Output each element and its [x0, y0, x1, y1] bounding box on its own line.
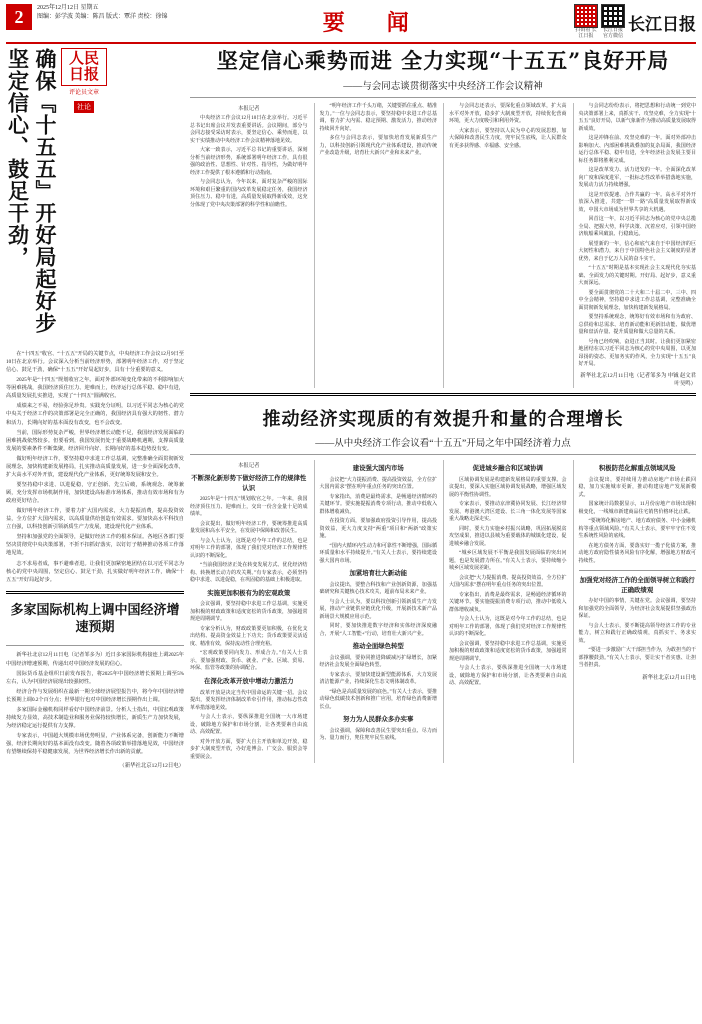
section-heading: 在深化改革开放中增动力激活力: [204, 677, 294, 685]
section-para: 同时，要大力实施乡村振兴战略，巩固拓展脱贫攻坚成果，推进以县城为重要载体的城镇化建设，促进城乡融合发展。: [449, 526, 567, 547]
editorial-badge: 社论: [74, 101, 94, 113]
feature-two-col-3: [443, 460, 567, 763]
divider: [190, 393, 696, 396]
news-para: 多家国际金融机构同样看好中国经济前景。分析人士指出，中国宏观政策持续发力显效，高技术制造业和服务业保持较快增长，新质生产力加快发展，为经济稳定运行提供有力支撑。: [6, 706, 184, 729]
editorial-para: 在“十四五”收官、“十五五”开局的关键节点，中央经济工作会议12月9日至10日在北京举行。会议深入分析当前经济形势，部署明年经济工作，对于坚定信心、鼓足干劲，确保“十五五”开好局起好步，具有十分重要的意义。: [6, 351, 184, 374]
section-heading: 促进城乡融合和区域协调: [472, 464, 543, 472]
section-para: 会议强调，要协同推进降碳减污扩绿增长，加紧经济社会发展全面绿色转型。: [319, 655, 437, 669]
feature-para: 回首这一年，以习近平同志为核心的党中央总揽全局、把握大势，科学决策、沉着应对，引领中国经济航船乘风破浪、行稳致远。: [578, 217, 696, 238]
main-headline: 坚定信心乘势而进 全力实现“十五五”良好开局: [216, 48, 670, 73]
feature-two-col-4: [573, 460, 697, 763]
feature-one-body: [190, 103, 696, 388]
section-para: 对外开放方面，要扩大自主开放和单边开放，稳步扩大制度型开放，办好进博会、广交会、服贸会等重要展会。: [190, 739, 308, 760]
section-heading: 努力为人民群众多办实事: [343, 716, 414, 724]
qr-code-wechat-icon[interactable]: [601, 4, 625, 28]
editorial-body: [6, 350, 184, 586]
feature-para: 这是冲锋在前、攻坚克难的一年。面对外部冲击影响加大、内部困难挑战叠加的复杂局面，我国经济运行总体平稳、稳中有进，全年经济社会发展主要目标任务即将胜利完成。: [578, 136, 696, 164]
section-para: 专家表示，要加快建设新型能源体系，大力发展清洁能源产业，持续深化生态文明体制改革。: [319, 672, 437, 686]
feature-two-body: [190, 460, 696, 763]
feature-para: 要全面贯彻党的二十大和二十届二中、三中、四中全会精神，坚持稳中求进工作总基调，完整准确全面贯彻新发展理念，加快构建新发展格局。: [578, 290, 696, 311]
feature-para: 大家表示，要坚持以人民为中心的发展思想，加大保障和改善民生力度，兜牢民生底线，让人民群众有更多获得感、幸福感、安全感。: [449, 128, 567, 149]
main-subheadline: ——与会同志谈贯彻落实中央经济工作会议精神: [343, 82, 543, 93]
divider: [579, 570, 697, 571]
news-headline-international: 多家国际机构上调中国经济增速预期: [10, 602, 180, 635]
section-para: 2025年是“十四五”规划收官之年。一年来，我国经济顶住压力、迎难而上，交出一份含金量十足的成绩单。: [190, 497, 308, 518]
feature-para: 大家一致表示，习近平总书记的重要讲话，深刻分析当前经济形势，系统部署明年经济工作，具有很强的政治性、思想性、针对性、指导性，为做好明年经济工作提供了根本遵循和行动指南。: [190, 148, 308, 176]
divider: [6, 645, 184, 646]
section-para: 在地方债务方面，要落实好一揽子化债方案，推动地方政府隐性债务风险有序化解，增强地方财政可持续性。: [578, 543, 696, 564]
qr-code-icon[interactable]: [574, 4, 598, 28]
section-heading: 加紧培育壮大新动能: [349, 570, 407, 578]
section-para: “要进一步激励广大干部担当作为，为敢担当的干部撑腰鼓劲。”有关人士表示，要让实干者实惠、让担当者担责。: [578, 648, 696, 669]
section-heading: 不断深化新形势下做好经济工作的规律性认识: [191, 475, 307, 492]
section-para: 会议把“大力提振消费、提高投资效益，全方位扩大国内需求”摆在明年重点任务的突出位置。: [319, 477, 437, 491]
section-para: 与会人士认为，这既是对今年工作的总结，也是对明年工作的部署，体现了我们党对经济工作规律性认识的不断深化。: [449, 617, 567, 638]
newspaper-brand: 长江日报: [628, 14, 696, 35]
section-para: 专家分析认为，财政政策要更加积极，在优化支出结构、提高资金效益上下功夫；货币政策要灵活适度、精准有效，保持流动性合理充裕。: [190, 626, 308, 647]
logo-sub: 评论员文章: [69, 89, 100, 96]
section-para: 会议强调，要坚持稳中求进工作总基调，实施更加积极的财政政策和适度宽松的货币政策，加强超常规逆周期调节。: [449, 641, 567, 662]
section-para: 与会人士表示，要不断提高领导经济工作的专业能力，树立和践行正确政绩观，真抓实干、务求实效。: [578, 623, 696, 644]
section-para: 与会人士表示，要纵深推进全国统一大市场建设，破除地方保护和市场分割，让各类要素自由流动、高效配置。: [190, 715, 308, 736]
page-columns: [6, 48, 696, 1018]
feature-signature: 新华社北京12月11日电（记者邹多为 申铖 赵文君 叶昊鸣）: [580, 372, 696, 387]
section-heading: 建设强大国内市场: [352, 464, 404, 472]
section-para: “城乡区域发展不平衡是我国发展面临的突出问题，也是发展潜力所在。”有关人士表示，要持续缩小城乡区域发展差距。: [449, 551, 567, 572]
masthead: [6, 0, 696, 44]
feature-two-col-1: [190, 460, 308, 763]
feature-two-subheadline: ——从中央经济工作会议看“十五五”开局之年中国经济着力点: [315, 438, 571, 449]
divider: [6, 591, 184, 594]
feature-para: 多位与会同志表示，要加快培育发展新质生产力，以科技创新引领现代化产业体系建设，推动传统产业改造升级，培育壮大新兴产业和未来产业。: [319, 136, 437, 157]
feature-para: 要坚持系统观念，统筹好有效市场和有为政府、总供给和总需求、培育新动能和更新旧动能、做优增量和盘活存量、提升质量和做大总量的关系。: [578, 315, 696, 336]
editorial-para: 要坚持稳中求进、以进促稳，守正创新、先立后破，系统观念、统筹兼顾，充分发挥市场机制作用，加快建设高标准市场体系，推动有效市场和有为政府更好结合。: [6, 481, 184, 505]
section-heading: 实施更加积极有为的宏观政策: [207, 589, 291, 597]
feature-para: 与会同志认为，今年以来，面对复杂严峻的国际环境和艰巨繁重的国内改革发展稳定任务，我国经济顶住压力、稳中有进，高质量发展取得新成效，这充分体现了党中央决策部署的科学性和前瞻性。: [190, 180, 308, 208]
editorial-header: [6, 48, 184, 348]
section-heading: 加强党对经济工作的全面领导树立和践行正确政绩观: [579, 577, 695, 594]
section-para: 专家指出，消费是最终需求，是畅通经济循环的关键环节。要实施提振消费专项行动，推动中低收入群体增收减负。: [449, 592, 567, 613]
section-para: 改革开放是决定当代中国命运的关键一招。会议提出，要发挥经济体制改革牵引作用，推动标志性改革举措落地见效。: [190, 690, 308, 711]
page-number: 2: [6, 4, 32, 30]
left-column: [6, 48, 184, 1018]
editorial-para: 志不求易者成，事不避难者进。让我们更加紧密地团结在以习近平同志为核心的党中央周围，坚定信心、鼓足干劲，扎实做好明年经济工作，确保“十五五”开好局起好步。: [6, 560, 184, 583]
date-line: 2025年12月12日 星期五: [37, 5, 99, 11]
section-para: 与会人士认为，这既是对今年工作的总结，也是对明年工作的部署，体现了我们党对经济工作规律性认识的不断深化。: [190, 538, 308, 559]
news-dateline: 新华社北京12月11日电（记者邹多为）近日多家国际机构接连上调2025年中国经济增速预期，传递出对中国经济发展的信心。: [6, 652, 184, 667]
renmin-ribao-logo: [61, 48, 107, 114]
section-para: “要统筹化解房地产、地方政府债务、中小金融机构等重点领域风险。”有关人士表示，要牢牢守住不发生系统性风险的底线。: [578, 519, 696, 540]
main-column: [190, 48, 696, 1018]
section-para: 与会人士表示，要纵深推进全国统一大市场建设，破除地方保护和市场分割，让各类要素自由流动、高效配置。: [449, 666, 567, 687]
section-para: “当前我国经济正处在转变发展方式、优化经济结构、转换增长动力的攻关期。”有专家表示，必须坚持稳中求进、以进促稳，在巩固稳的基础上积极进取。: [190, 563, 308, 584]
section-heading: 积极防范化解重点领域风险: [598, 464, 676, 472]
feature-two-col-2: [314, 460, 438, 763]
qr-label-1: 扫码看 长江日报: [575, 28, 597, 39]
divider: [190, 454, 696, 455]
brand-block: [574, 2, 696, 40]
section-para: 区域协调发展是构建新发展格局的重要支撑。会议提出，要深入实施区域协调发展战略，增强区域发展的平衡性协调性。: [449, 477, 567, 498]
section-para: 会议提出，要整合科技和产业创新资源，加强基础研究和关键核心技术攻关，超前布局未来产业。: [319, 582, 437, 596]
section-para: 专家指出，消费是最终需求，是畅通经济循环的关键环节。要实施提振消费专项行动，推动中低收入群体增收减负。: [319, 494, 437, 515]
section-para: “国内大循环内生动力和可靠性不断增强，国际循环质量和水平持续提升。”有关人士表示，要持续建设强大国内市场。: [319, 543, 437, 564]
feature-col-1: [190, 103, 308, 388]
editorial-para: 做好明年经济工作，要坚持稳中求进工作总基调，完整准确全面贯彻新发展理念，加快构建新发展格局，扎实推动高质量发展，进一步全面深化改革，扩大高水平对外开放，建设现代化产业体系，更好统筹发展和安全。: [6, 455, 184, 478]
news-para: 经济合作与发展组织在最新一期全球经济展望报告中，将今年中国经济增长预期上调0.2个百分点；世界银行也对中国经济增长预期作出上调。: [6, 688, 184, 703]
feature-para: 展望新的一年，信心和底气来自于中国经济的巨大韧性和潜力，来自于中国特色社会主义制度的显著优势，来自于亿万人民的奋斗实干。: [578, 241, 696, 262]
section-heading: 推动全面绿色转型: [352, 643, 404, 651]
section-para: 会议提出，要持续用力推动房地产市场止跌回稳，加力实施城市更新，推动构建房地产发展新模式。: [578, 477, 696, 498]
feature-col-2: [314, 103, 438, 388]
section-title: 要 闻: [322, 10, 419, 36]
section-para: 会议提出，做好明年经济工作，要统筹推进高质量发展和高水平安全，在发展中保障和改善民生。: [190, 521, 308, 535]
news-para: 国际货币基金组织日前发布报告，将2025年中国经济增长预期上调至5%左右，认为中国经济展现出较强韧性。: [6, 670, 184, 685]
feature-para: 这是开放提速、合作共赢的一年。高水平对外开放深入推进，共建“一带一路”高质量发展取得新成效，中国大市场成为世界共享的大机遇。: [578, 192, 696, 213]
logo-brand: 人民日报: [61, 48, 107, 86]
qr-label-2: 长江日报 官方微信: [602, 28, 623, 39]
editorial-para: 做好明年经济工作，要着力扩大国内需求，大力提振消费，提高投资效益，全方位扩大国内需求，以高质量供给创造有效需求。要加快高水平科技自立自强，以科技创新引领新质生产力发展，建设现代化产业体系。: [6, 508, 184, 531]
feature-para: 这是改革发力、活力迸发的一年。全面深化改革向广度和深度进军，一批标志性改革举措落地实施，发展动力活力持续增强。: [578, 168, 696, 189]
page-meta: [37, 2, 168, 21]
section-para: 办好中国的事情，关键在党。会议强调，要坚持和加强党的全面领导，为经济社会发展提供坚强政治保证。: [578, 599, 696, 620]
feature-col-4: [573, 103, 697, 388]
feature-para: 与会同志纷纷表示，将把思想和行动统一到党中央决策部署上来，真抓实干、攻坚克难，全力实现“十五五”良好开局，以新气象新作为推动高质量发展取得新成效。: [578, 104, 696, 132]
final-signature: 新华社北京12月11日电: [642, 674, 696, 681]
section-para: 国家统计局数据显示，11月份房地产市场出现积极变化，一线城市新建商品住宅销售价格环比止跌。: [578, 502, 696, 515]
feature-two-headline: 推动经济实现质的有效提升和量的合理增长: [262, 408, 624, 430]
section-para: 专家表示，要推动京津冀协同发展、长江经济带发展、粤港澳大湾区建设、长三角一体化发展等国家重大战略走深走实。: [449, 502, 567, 523]
feature-para: “十五五”时期是基本实现社会主义现代化夯实基础、全面发力的关键时期。开好局、起好步，意义重大而深远。: [578, 266, 696, 287]
section-para: 同时，要加快推进数字经济和实体经济深度融合，开展“人工智能+”行动，培育壮大新兴产业。: [319, 624, 437, 637]
section-para: 会议把“大力提振消费、提高投资效益，全方位扩大国内需求”摆在明年重点任务的突出位置。: [449, 575, 567, 589]
feature-para: 与会同志还表示，要深化重点领域改革，扩大高水平对外开放，稳步扩大制度型开放，持续优化营商环境，更大力度吸引和利用外资。: [449, 104, 567, 125]
editors-line: 图编：彭学波 美编：陈昌 版式：覃洋 责校：徐锦: [37, 13, 168, 20]
feature-col-3: [443, 103, 567, 388]
feature-byline: 本报记者: [237, 106, 260, 113]
news-para: 专家表示，中国超大规模市场优势明显，产业体系完备，创新能力不断增强，经济长期向好的基本面没有改变。随着各项政策举措落地见效，中国经济有望继续保持平稳健康发展，为世界经济增长作出新的贡献。: [6, 733, 184, 756]
editorial-para: 成绩来之不易，经验弥足珍贵。实践充分证明，以习近平同志为核心的党中央关于经济工作的决策部署是完全正确的，我国经济具有强大的韧性、潜力和活力，长期向好的基本面没有改变，也不会改变。: [6, 403, 184, 426]
section-para: 会议强调，保障和改善民生要突出重点、尽力而为、量力而行，兜住兜牢民生底线。: [319, 728, 437, 742]
editorial-para: 坚持和加强党的全面领导，是做好经济工作的根本保证。各地区各部门要坚决贯彻党中央决策部署，不折不扣抓好落实，以钉钉子精神推动各项工作落地见效。: [6, 534, 184, 557]
feature-para: 号角已经吹响，奋进正当其时。让我们更加紧密地团结在以习近平同志为核心的党中央周围，以更加昂扬的姿态、更加务实的作风，全力实现“十五五”良好开局。: [578, 339, 696, 368]
section-para: 与会人士认为，要以科技创新引领新质生产力发展，推动产业链供应链优化升级，开展新技术新产品新场景大规模应用示范。: [319, 599, 437, 620]
feature-two-byline: 本报记者: [237, 462, 260, 469]
editorial-vertical-title-1: 坚定信心、鼓足干劲，: [5, 48, 31, 268]
section-para: 会议强调，要坚持稳中求进工作总基调，实施更加积极的财政政策和适度宽松的货币政策，加强超常规逆周期调节。: [190, 602, 308, 623]
editorial-vertical-title-2: 确保『十五五』开好局起好步: [33, 48, 59, 334]
editorial-para: 当前，国际形势复杂严峻，世界经济增长动能不足，我国经济发展面临的困难挑战依然较多。但要看到，我国发展仍处于重要战略机遇期，支撑高质量发展的要素条件不断集聚，经济回升向好、长期向好的基本趋势没有变。: [6, 429, 184, 452]
feature-dateline: 中央经济工作会议12月10日在北京举行。习近平总书记出席会议并发表重要讲话。会议期间，部分与会同志接受采访时表示，要坚定信心、乘势而进，以实干实绩推动中央经济工作会议精神落地见效。: [190, 116, 308, 144]
editorial-para: 2025年是“十四五”规划收官之年。面对外部环境变化带来的不利影响加大等困难挑战，我国经济顶住压力、迎难而上，经济运行总体平稳、稳中有进，高质量发展扎实推进，实现了“十四五”圆满收官。: [6, 377, 184, 400]
feature-para: “明年经济工作千头万绪，关键要抓住重点、精准发力。”一位与会同志表示，要坚持稳中求进工作总基调，着力扩大内需、稳定预期、激发活力，推动经济持续回升向好。: [319, 104, 437, 132]
news-body-international: [6, 651, 184, 758]
section-para: “绿色是高质量发展的底色。”有关人士表示，要推动绿色低碳技术创新和推广应用，培育绿色消费新增长点。: [319, 689, 437, 710]
section-para: “宏观政策要同向发力、形成合力。”有关人士表示，要加强财政、货币、就业、产业、区域、贸易、环保、监管等政策的协调配合。: [190, 651, 308, 672]
divider: [190, 97, 696, 98]
section-para: 在投资方面，要加强政府投资引导作用，提高投资效益，更大力度支持“两重”项目和“两新”政策实施。: [319, 519, 437, 540]
news-signature: （新华社北京12月12日电）: [119, 763, 184, 770]
